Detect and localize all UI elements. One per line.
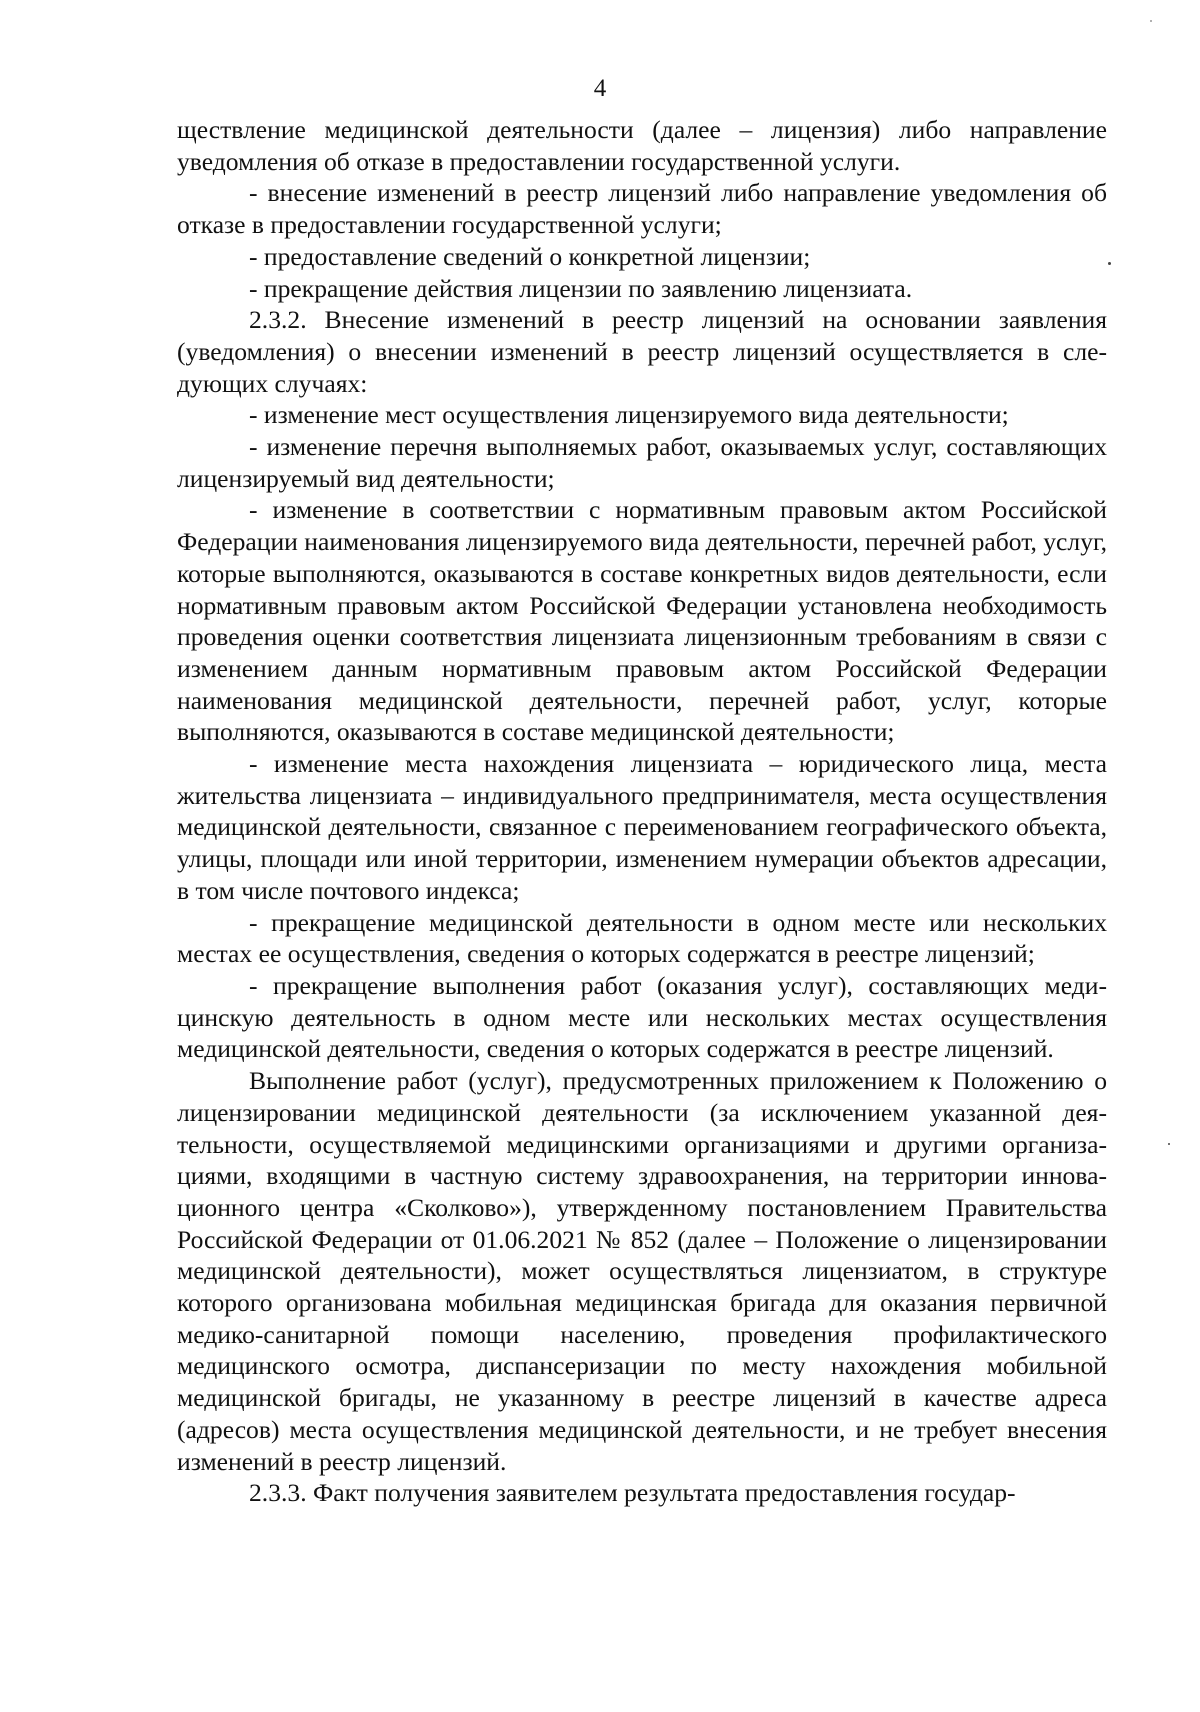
list-item: - прекращение медицинской деятельности в одном месте или нескольких местах ее осуществления, сведения о которых содержатся в реестре лицензий; [177, 907, 1107, 969]
scan-speck [1168, 1143, 1170, 1145]
list-item: - изменение перечня выполняемых работ, оказываемых услуг, составляющих лицензируемый вид деятельности; [177, 432, 1107, 493]
paragraph: Выполнение работ (услуг), предусмотренных приложением к Положению о лицензировании медицинской деятельности (за исключением указанной деятельности, осуществляемой медицинскими организациями и другими организациями, входящими в частную систему здравоохранения, на территории инновационного центра «Сколково»), утвержденному постановлением Правительства Российской Федерации от 01.06.2021 № 852 (далее – Положение о лицензировании медицинской деятельности), может осуществляться лицензиатом, в структуре которого организована мобильная медицинская бригада для оказания первичной медико-санитарной помощи населению, проведения профилактического медицинского осмотра, диспансеризации по месту нахождения мобильной медицинской бригады, не указанному в реестре лицензий в качестве адреса (адресов) места осуществления медицинской деятельности, и не требует внесения изменений в реестр лицензий. [177, 1066, 1107, 1476]
list-item: - внесение изменений в реестр лицензий либо направление уведомления об отказе в предоставлении государственной услуги; [177, 178, 1107, 240]
list-item: - прекращение действия лицензии по заявлению лицензиата. [249, 273, 913, 303]
list-item: - изменение мест осуществления лицензируемого вида деятельности; [249, 400, 1009, 430]
section-paragraph: 2.3.3. Факт получения заявителем результата предоставления государ- [249, 1478, 1016, 1508]
paragraph: ществление медицинской деятельности (далее – лицензия) либо направление уведомления об отказе в предоставлении государственной услуги. [177, 115, 1107, 176]
list-item: - изменение места нахождения лицензиата – юридического лица, места жительства лицензиата – индивидуального предпринимателя, места осуществления медицинской деятельности, связанное с переименованием географического объекта, улицы, площади или иной территории, изменением нумерации объектов адресации, в том числе почтового индекса; [177, 749, 1107, 905]
list-item: - изменение в соответствии с нормативным правовым актом Российской Федерации наименования лицензируемого вида деятельности, перечней работ, услуг, которые выполняются, оказываются в составе конкретных видов деятельности, если нормативным правовым актом Российской Федерации установлена необходимость проведения оценки соответствия лицензиата лицензионным требованиям в связи с изменением данным нормативным правовым актом Российской Федерации наименования медицинской деятельности, перечней работ, услуг, которые выполняются, оказываются в составе медицинской деятельности; [177, 495, 1107, 747]
scan-speck [1150, 20, 1152, 22]
document-body [177, 114, 1107, 1509]
section-paragraph: 2.3.2. Внесение изменений в реестр лицензий на основании заявления (уведомления) о внесении изменений в реестр лицензий осуществляется в следующих случаях: [177, 305, 1107, 398]
scan-speck [1108, 262, 1111, 265]
list-item: - предоставление сведений о конкретной лицензии; [249, 241, 811, 271]
list-item: - прекращение выполнения работ (оказания услуг), составляющих медицинскую деятельность в одном месте или нескольких местах осуществления медицинской деятельности, сведения о которых содержатся в реестре лицензий. [177, 970, 1107, 1064]
page-number: 4 [593, 75, 607, 102]
